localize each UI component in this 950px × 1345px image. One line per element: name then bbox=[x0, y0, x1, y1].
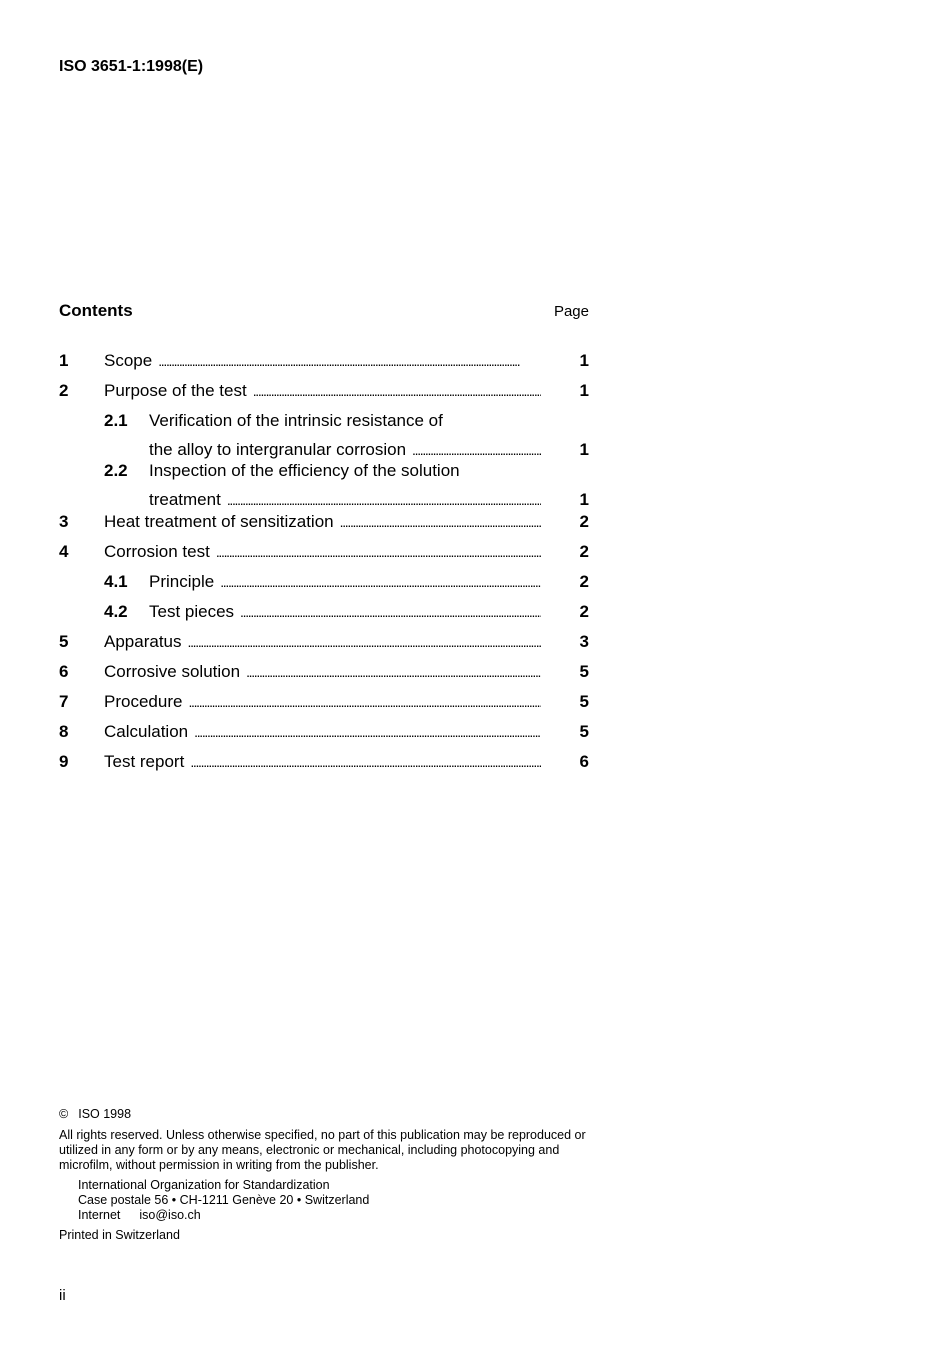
dot-leader bbox=[234, 602, 541, 622]
toc-entry-title: Test report bbox=[104, 752, 185, 771]
toc-entry-number: 6 bbox=[59, 662, 69, 681]
toc-entry-page: 5 bbox=[579, 722, 589, 741]
organization-name: International Organization for Standardization bbox=[78, 1178, 330, 1192]
rights-statement: All rights reserved. Unless otherwise specified, no part of this publication may be reproduced or utilized in any form or by any means, electronic or mechanical, including photocopying and microfilm, without permission in writing from the publisher. bbox=[59, 1128, 586, 1172]
contents-header bbox=[59, 301, 589, 323]
dot-leader bbox=[406, 440, 541, 460]
organization-address bbox=[78, 1178, 591, 1223]
toc-entry-page: 1 bbox=[579, 490, 589, 509]
toc-entry-title: Corrosive solution bbox=[104, 662, 241, 681]
toc-entry-page: 2 bbox=[579, 572, 589, 591]
toc-entry-page: 2 bbox=[579, 542, 589, 561]
dot-leader bbox=[221, 490, 541, 510]
contents-title: Contents bbox=[59, 301, 133, 320]
toc-entry-number: 4.2 bbox=[104, 602, 128, 621]
dot-leader bbox=[184, 752, 541, 772]
copyright-icon: © bbox=[59, 1107, 69, 1121]
dot-leader bbox=[334, 512, 541, 532]
dot-leader bbox=[247, 381, 541, 401]
toc-entry-number: 3 bbox=[59, 512, 69, 531]
toc-entry-number: 2.1 bbox=[104, 411, 128, 430]
toc-entry-title: Heat treatment of sensitization bbox=[104, 512, 334, 531]
toc-entry-title-line1: Verification of the intrinsic resistance of bbox=[149, 411, 443, 430]
toc-entry-page: 1 bbox=[579, 381, 589, 400]
toc-entry-title: Procedure bbox=[104, 692, 183, 711]
toc-entry-number: 4 bbox=[59, 542, 69, 561]
email-link[interactable]: iso@iso.ch bbox=[139, 1208, 201, 1222]
dot-leader bbox=[210, 542, 541, 562]
dot-leader bbox=[182, 632, 542, 652]
dot-leader bbox=[240, 662, 541, 682]
toc-entry-page: 5 bbox=[579, 692, 589, 711]
printed-in: Printed in Switzerland bbox=[59, 1228, 180, 1242]
dot-leader bbox=[182, 692, 541, 712]
toc-entry-title: Corrosion test bbox=[104, 542, 210, 561]
copyright-notice bbox=[59, 1107, 591, 1122]
copyright-text: ISO 1998 bbox=[78, 1107, 132, 1121]
toc-entry-title: Apparatus bbox=[104, 632, 182, 651]
toc-entry-page: 3 bbox=[579, 632, 589, 651]
toc-entry-number: 4.1 bbox=[104, 572, 128, 591]
toc-entry-number: 1 bbox=[59, 351, 69, 370]
toc-entry-page: 2 bbox=[579, 602, 589, 621]
postal-address: Case postale 56 • CH-1211 Genève 20 • Switzerland bbox=[78, 1193, 370, 1207]
toc-entry-page: 1 bbox=[579, 440, 589, 459]
toc-entry-number: 8 bbox=[59, 722, 69, 741]
toc-entry-page: 6 bbox=[579, 752, 589, 771]
internet-label: Internet bbox=[78, 1208, 121, 1222]
toc-entry-title: Purpose of the test bbox=[104, 381, 247, 400]
toc-entry-page: 1 bbox=[579, 351, 589, 370]
toc-entry-title: treatment bbox=[149, 490, 221, 509]
toc-entry-title-line1: Inspection of the efficiency of the solution bbox=[149, 461, 460, 480]
toc-entry-number: 7 bbox=[59, 692, 69, 711]
internet-contact bbox=[78, 1208, 591, 1223]
dot-leader bbox=[188, 722, 541, 742]
publication-footer bbox=[59, 1107, 591, 1243]
toc-entry-page: 5 bbox=[579, 662, 589, 681]
page-column-label: Page bbox=[553, 303, 589, 320]
toc-entry-number: 2 bbox=[59, 381, 69, 400]
toc-entry-number: 9 bbox=[59, 752, 69, 771]
toc-entry-title: the alloy to intergranular corrosion bbox=[149, 440, 407, 459]
page-number: ii bbox=[59, 1287, 66, 1304]
toc-entry-page: 2 bbox=[579, 512, 589, 531]
toc-entry-title: Principle bbox=[149, 572, 215, 591]
document-id: ISO 3651-1:1998(E) bbox=[59, 58, 204, 75]
dot-leader bbox=[152, 351, 541, 371]
dot-leader bbox=[214, 572, 541, 592]
toc-entry-number: 5 bbox=[59, 632, 69, 651]
toc-entry-title: Scope bbox=[104, 351, 153, 370]
toc-entry-title: Test pieces bbox=[149, 602, 235, 621]
toc-entry-title: Calculation bbox=[104, 722, 189, 741]
toc-entry-number: 2.2 bbox=[104, 461, 128, 480]
